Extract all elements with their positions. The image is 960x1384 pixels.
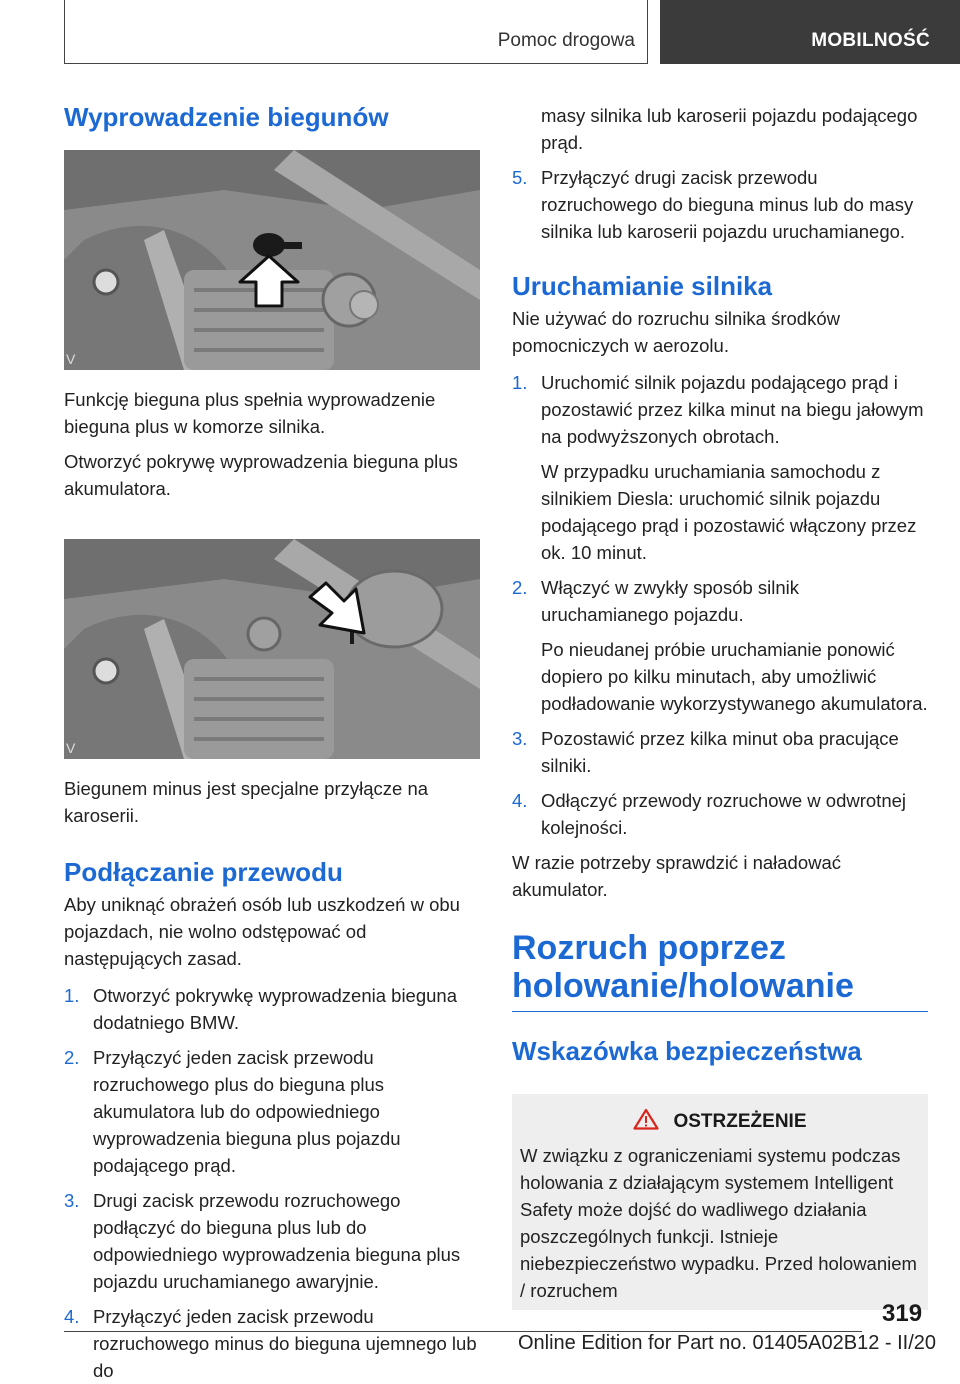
heading-podlaczanie: Podłączanie przewodu bbox=[64, 857, 343, 887]
right-column bbox=[512, 100, 928, 1310]
start-steps bbox=[512, 369, 928, 841]
footer-edition: Online Edition for Part no. 01405A02B12 - II/20 bbox=[517, 1332, 936, 1354]
step-continuation: masy silnika lub karoserii pojazdu podającego prąd. bbox=[541, 105, 918, 153]
list-item: 1. Otworzyć pokrywkę wyprowadzenia bieguna dodatniego BMW. bbox=[64, 985, 458, 1033]
para-minus-terminal: Biegunem minus jest specjalne przyłącze na karoserii. bbox=[64, 778, 429, 826]
header-section-box bbox=[64, 0, 648, 64]
list-item: 1. Uruchomić silnik pojazdu podającego prąd i pozostawić przez kilka minut na biegu jałowym na podwyższonych obrotach. W przypadku uruchamiania samochodu z silnikiem Diesla: uruchomić silnik pojazdu podającego prąd i pozostawić włączony przez ok. 10 minut. bbox=[512, 369, 928, 566]
engine-photo-plus-terminal bbox=[64, 150, 480, 370]
list-item: 4. Przyłączyć jeden zacisk przewodu rozruchowego minus do bieguna ujemnego lub do bbox=[64, 1306, 477, 1381]
para-plus-function: Funkcję bieguna plus spełnia wyprowadzenie bieguna plus w komorze silnika. bbox=[64, 389, 436, 437]
list-item: 3. Pozostawić przez kilka minut oba pracujące silniki. bbox=[512, 728, 899, 776]
heading-wyprowadzenie: Wyprowadzenie biegunów bbox=[64, 102, 389, 132]
list-item: 2. Przyłączyć jeden zacisk przewodu rozruchowego plus do bieguna plus akumulatora lub do odpowiedniego wyprowadzenia bieguna plus pojazdu podającego prąd. bbox=[64, 1047, 401, 1176]
warning-title: OSTRZEŻENIE bbox=[673, 1111, 807, 1132]
engine-photo-minus-terminal bbox=[64, 539, 480, 759]
heading-uruchamianie: Uruchamianie silnika bbox=[512, 271, 773, 301]
list-item: 2. Włączyć w zwykły sposób silnik uruchamianego pojazdu. Po nieudanej próbie uruchamianie ponowić dopiero po kilku minutach, aby umożliwić podładowanie wykorzystywanego akumulatora. bbox=[512, 574, 928, 717]
page-number: 319 bbox=[882, 1300, 923, 1327]
list-item: 3. Drugi zacisk przewodu rozruchowego podłączyć do bieguna plus lub do odpowiedniego wyprowadzenia bieguna plus pojazdu uruchamianego awaryjnie. bbox=[64, 1190, 461, 1292]
header-section-title: Pomoc drogowa bbox=[497, 30, 635, 51]
warning-header bbox=[520, 1108, 920, 1136]
list-item: 5. Przyłączyć drugi zacisk przewodu rozruchowego do bieguna minus lub do masy silnika lub karoserii pojazdu uruchamianego. bbox=[512, 167, 914, 242]
list-item: 4. Odłączyć przewody rozruchowe w odwrotnej kolejności. bbox=[512, 790, 907, 838]
connection-steps bbox=[64, 982, 480, 1384]
left-column bbox=[64, 100, 480, 1384]
para-safety-rules: Aby uniknąć obrażeń osób lub uszkodzeń w obu pojazdach, nie wolno odstępować od następujących zasad. bbox=[64, 894, 460, 969]
list-item-note: W przypadku uruchamiania samochodu z silnikiem Diesla: uruchomić silnik pojazdu podającego prąd i pozostawić włączony przez ok. 10 minut. bbox=[541, 461, 917, 563]
warning-box bbox=[512, 1094, 928, 1310]
warning-triangle-icon bbox=[633, 1108, 659, 1136]
list-item-note: Po nieudanej próbie uruchamianie ponowić dopiero po kilku minutach, aby umożliwić podładowanie wykorzystywanego akumulatora. bbox=[541, 639, 928, 714]
para-check-battery: W razie potrzeby sprawdzić i naładować akumulator. bbox=[512, 852, 842, 900]
svg-text:V: V bbox=[66, 351, 76, 367]
para-open-cover: Otworzyć pokrywę wyprowadzenia bieguna plus akumulatora. bbox=[64, 451, 458, 499]
header-chapter-title: MOBILNOŚĆ bbox=[811, 30, 930, 51]
heading-wskazowka: Wskazówka bezpieczeństwa bbox=[512, 1036, 862, 1066]
header-chapter-box bbox=[660, 0, 960, 64]
para-no-aerosol: Nie używać do rozruchu silnika środków pomocniczych w aerozolu. bbox=[512, 308, 840, 356]
svg-text:V: V bbox=[66, 740, 76, 756]
heading-rozruch-holowanie-wrap bbox=[512, 929, 928, 1012]
heading-rozruch-holowanie: Rozruch poprzez holowanie/holowanie bbox=[512, 929, 854, 1005]
warning-text: W związku z ograniczeniami systemu podczas holowania z działającym systemem Intelligent Safety może dojść do wadliwego działania poszczególnych funkcji. Istnieje niebezpieczeństwo wypadku. Przed holowaniem / rozruchem bbox=[520, 1145, 917, 1301]
